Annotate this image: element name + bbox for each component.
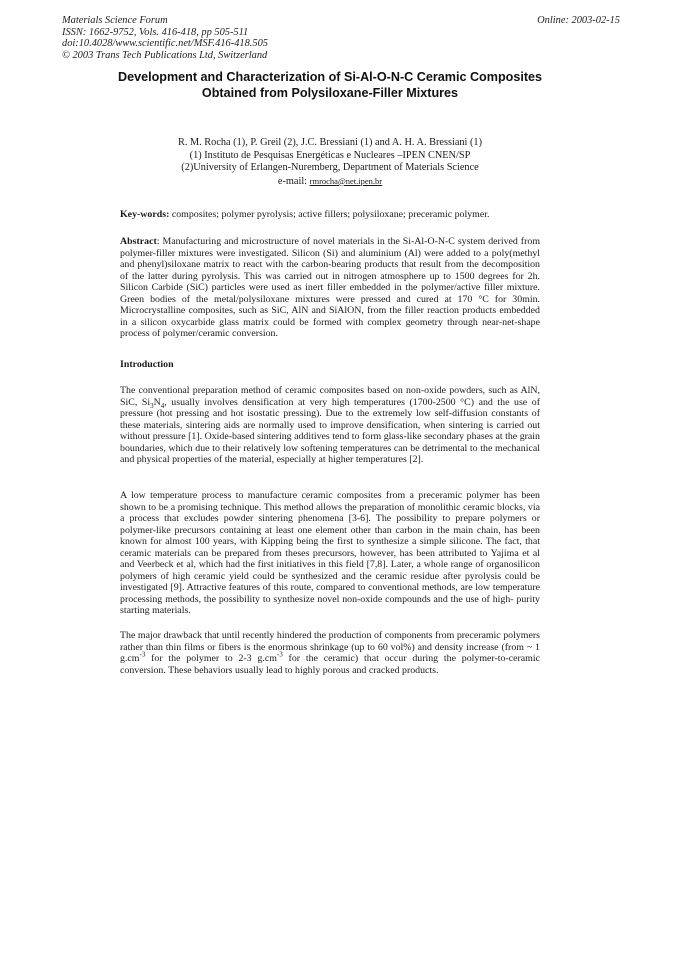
affiliation-1: (1) Instituto de Pesquisas Energéticas e Nucleares –IPEN CNEN/SP: [189, 149, 471, 161]
title-line-2: Obtained from Polysiloxane-Filler Mixtures: [201, 85, 459, 100]
p1-subscript-1: 3: [150, 401, 154, 410]
abstract: [120, 236, 540, 340]
intro-paragraph-1: [120, 385, 540, 466]
email-link[interactable]: rmrocha@net.ipen.br: [309, 175, 383, 186]
p1-subscript-2: 4: [160, 401, 165, 410]
abstract-label: Abstract: [120, 236, 157, 247]
intro-paragraph-2: [120, 490, 540, 617]
email-label: e-mail:: [277, 175, 308, 187]
p3-text-a: The major drawback that until recently hindered the production of components from preceramic polymers rather than thin films or fibers is the enormous shrinkage (up to 60 vol%) and density increase (from ~ 1 g.cm: [120, 630, 540, 664]
author-block: [120, 137, 540, 188]
keywords: [120, 209, 540, 221]
p3-text-b: for the polymer to 2-3 g.cm: [145, 653, 277, 664]
p1-text-a: The conventional preparation method of ceramic composites based on non-oxide powders, such as AlN, SiC, Si: [120, 385, 540, 408]
affiliation-2: (2)University of Erlangen-Nuremberg, Department of Materials Science: [181, 162, 479, 174]
issn-line: ISSN: 1662-9752, Vols. 416-418, pp 505-511: [62, 26, 249, 38]
online-date: Online: 2003-02-15: [537, 15, 620, 26]
doi-line: doi:10.4028/www.scientific.net/MSF.416-418.505: [62, 38, 268, 50]
keywords-label: Key-words:: [120, 209, 170, 220]
p1-text-mid: N: [153, 396, 161, 408]
p3-text-c: for the ceramic) that occur during the polymer-to-ceramic conversion. These behaviors usually lead to highly porous and cracked products.: [120, 653, 540, 676]
abstract-text: : Manufacturing and microstructure of novel materials in the Si-Al-O-N-C system derived from polymer-filler mixtures were investigated. Silicon (Si) and aluminium (Al) were added to a poly(methyl and phenyl)siloxane matrix to react with the carbon-bearing products that result from the decomposition of the latter during pyrolysis. This was carried out in nitrogen atmosphere up to 1500 degrees for 2h. Silicon Carbide (SiC) particles were used as inert filler embedded in the polymer/active filler mixture. Green bodies of the metal/polysiloxane mixtures were pressed and cured at 170 °C for 30min. Microcrystalline composites, such as SiC, AlN and SiAlON, from the filler reaction products embedded in a silicon oxycarbide glass matrix could be formed with complex geometry through near-net-shape process of polymer/ceramic conversion.: [120, 236, 540, 339]
email-line: [120, 175, 540, 189]
intro-paragraph-3: [120, 630, 540, 676]
journal-name: Materials Science Forum: [62, 15, 168, 26]
copyright-line: © 2003 Trans Tech Publications Ltd, Switzerland: [62, 49, 268, 61]
section-heading-introduction: Introduction: [120, 359, 174, 370]
p3-superscript-2: -3: [276, 650, 283, 659]
p2-text: A low temperature process to manufacture ceramic composites from a preceramic polymer has been shown to be a promising technique. This method allows the preparation of monolithic ceramic blocks, via a process that excludes powder sintering phenomena [3-6]. The possibility to prepare polymers or polymer-like precursors containing at least one element other than carbon in the main chain, has been known for almost 100 years, with Kipping being the first to synthesize a simple silicone. The fact, that ceramic materials can be prepared from theses precursors, however, has been attributed to Yajima et al and Veerbeck et al, which had the first initiatives in this field [7,8]. Later, a whole range of organosilicon polymers of high ceramic yield could be synthesized and the ceramic residue after pyrolysis could be investigated [9]. Attractive features of this route, compared to conventional methods, are low temperature processing methods, the possibility to synthesize novel non-oxide compounds and the use of high- purity starting materials.: [120, 490, 540, 616]
paper-title: [100, 70, 560, 101]
p3-superscript-1: -3: [139, 650, 146, 659]
keywords-text: composites; polymer pyrolysis; active fillers; polysiloxane; preceramic polymer.: [171, 209, 490, 220]
journal-header: [62, 15, 268, 61]
author-names: R. M. Rocha (1), P. Greil (2), J.C. Bressiani (1) and A. H. A. Bressiani (1): [177, 137, 482, 148]
p1-text-b: , usually involves densification at very high temperatures (1700-2500 °C) and the use of pressure (hot pressing and hot isostatic pressing). Due to the extremely low self-diffusion constants of these materials, sintering aids are normally used to improve densification, when sintering is carried out without pressure [1]. Oxide-based sintering additives tend to form glass-like secondary phases at the grain boundaries, which due to their relatively low softening temperatures can be detrimental to the mechanical and physical properties of the material, especially at higher temperatures [2].: [120, 396, 540, 465]
title-line-1: Development and Characterization of Si-Al-O-N-C Ceramic Composites: [117, 70, 543, 84]
